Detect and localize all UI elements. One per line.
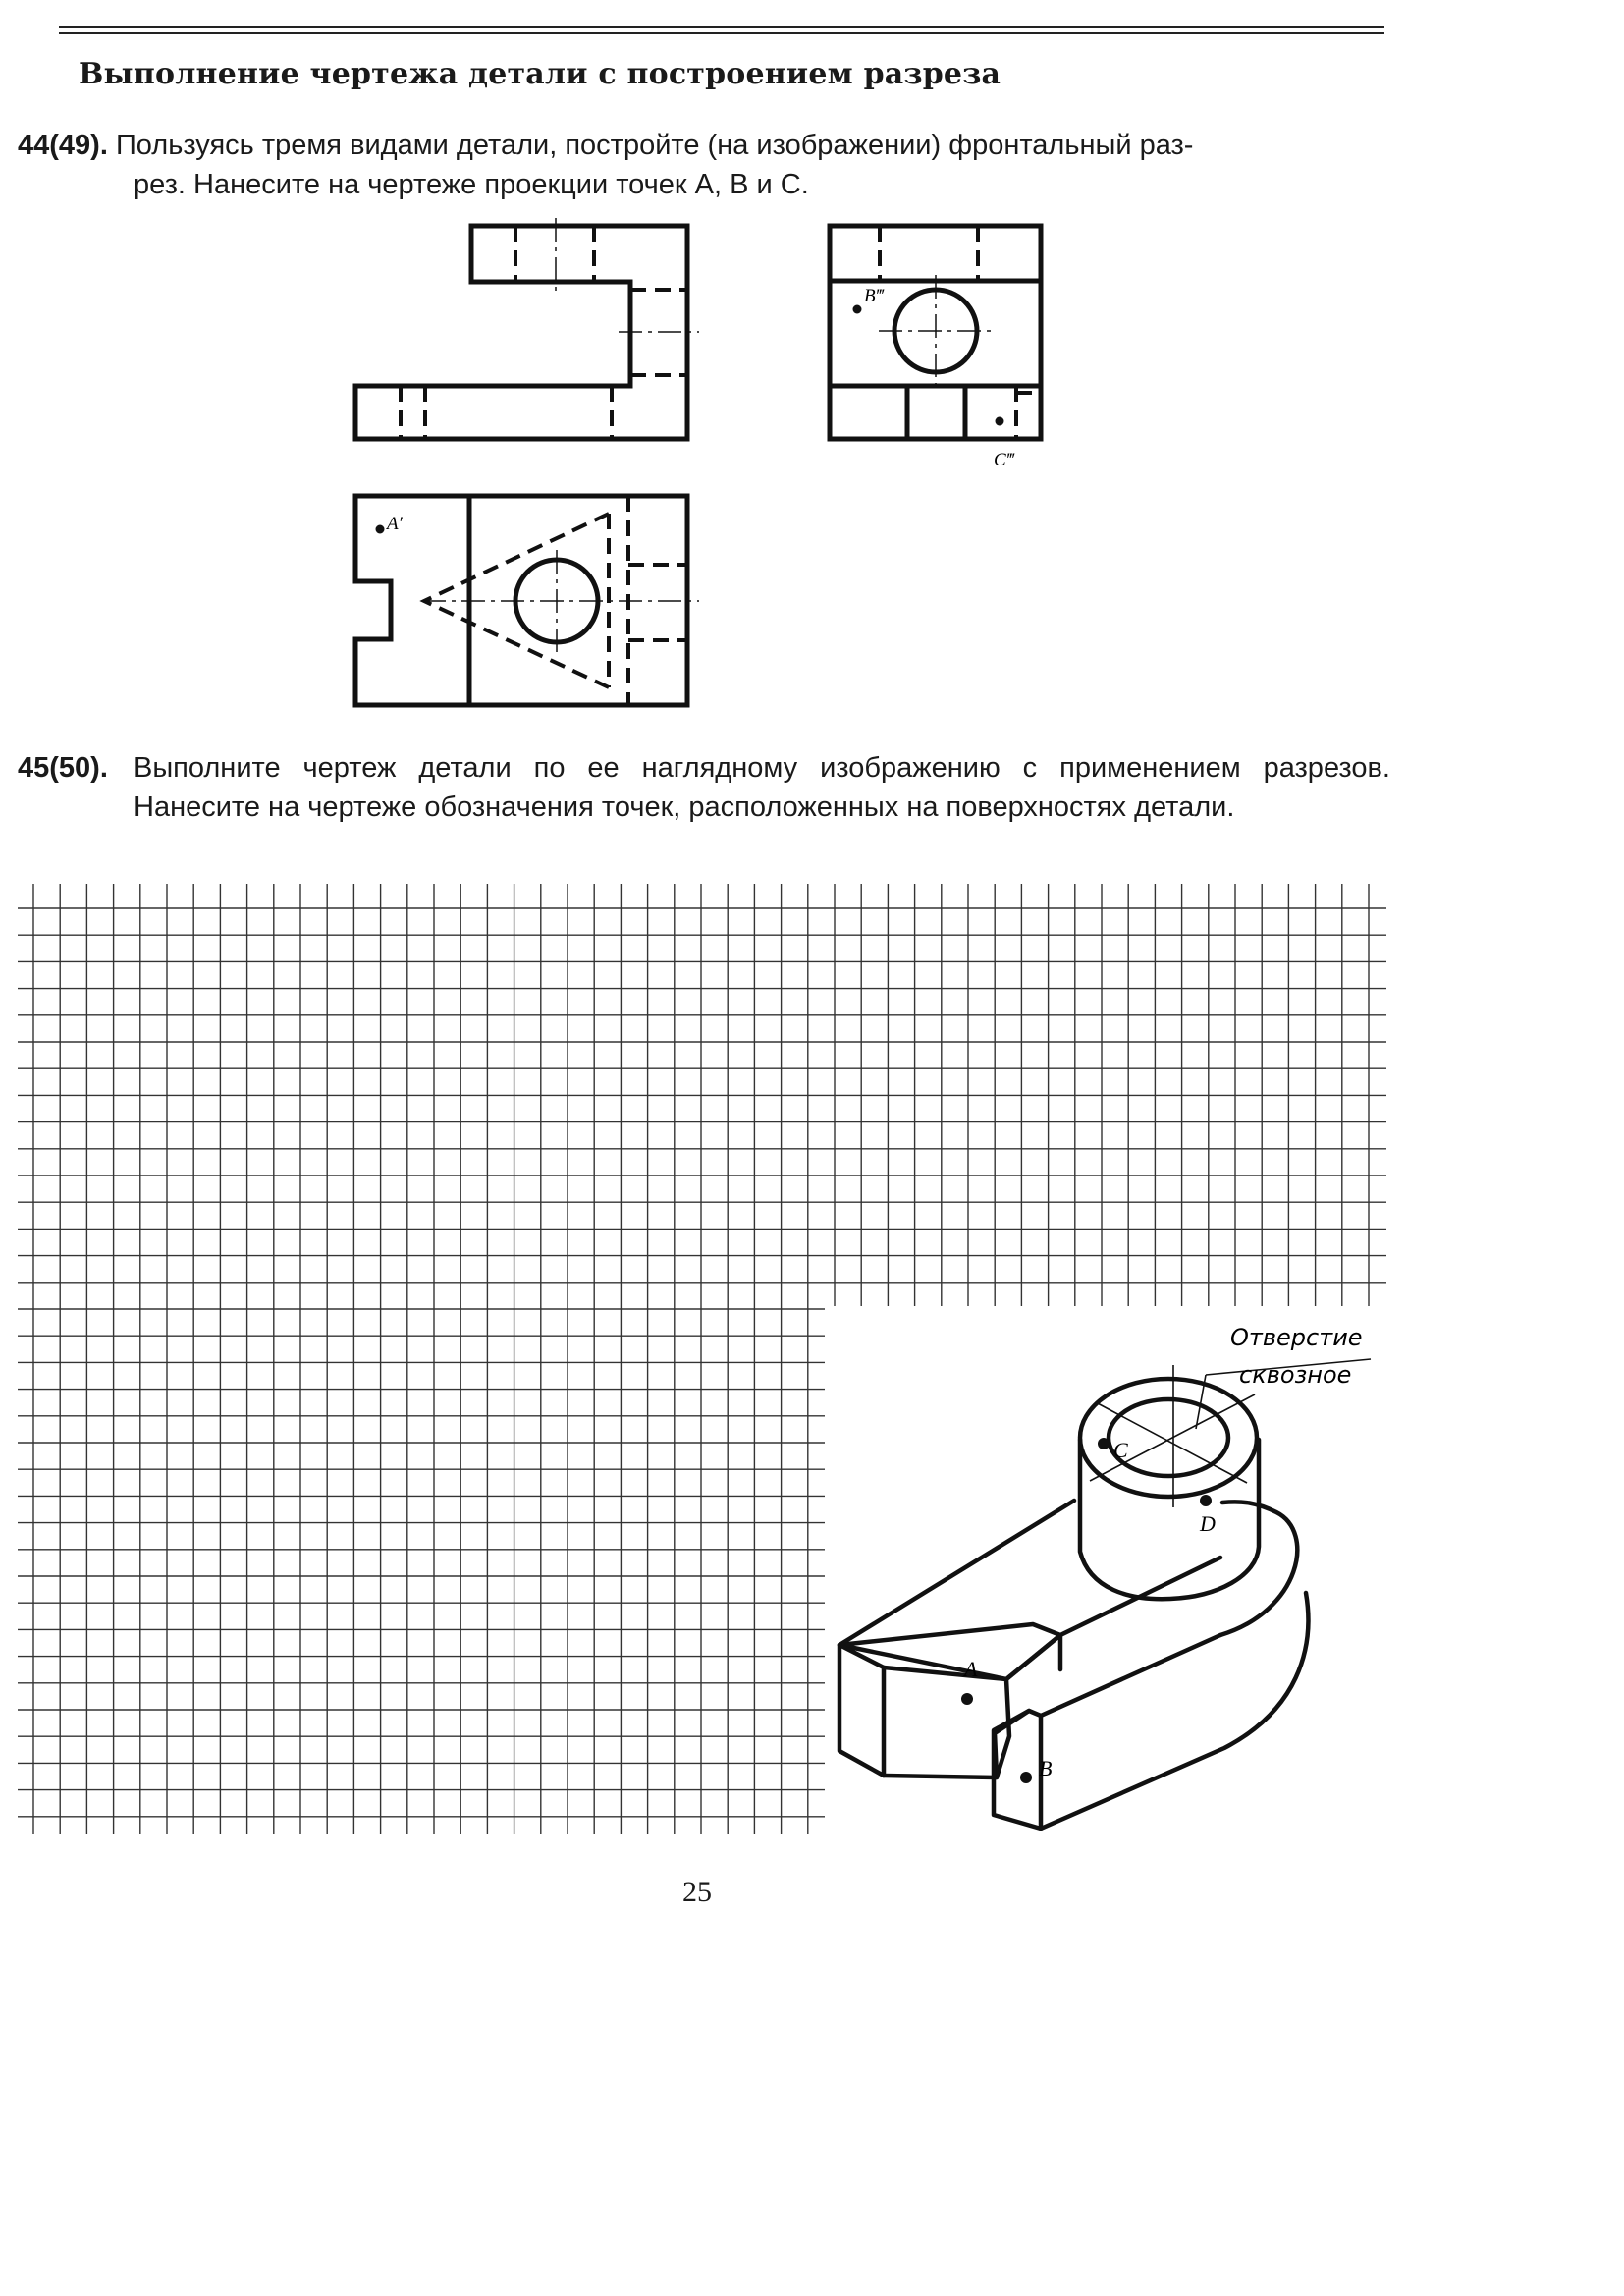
task-44 (18, 126, 1392, 204)
task-44-line2: рез. Нанесите на чертеже проекции точек A, B и C. (134, 169, 809, 200)
label-a-top: A′ (387, 514, 403, 534)
iso-label-d: D (1200, 1511, 1216, 1536)
iso-label-c: C (1113, 1438, 1128, 1462)
iso-point-d (1200, 1495, 1212, 1506)
task-44-line1: Пользуясь тремя видами детали, постройте (на изображении) фронтальный раз- (115, 130, 1194, 161)
point-a-top (376, 525, 385, 534)
note-line1: Отверстие (1230, 1324, 1363, 1351)
task-45-text: Выполните чертеж детали по ее наглядному изображению с применением разрезов. Нанесите на чертеже обозначения точек, расположенных на поверхностях детали. (134, 752, 1390, 823)
header-rule-top (59, 26, 1384, 28)
page-number: 25 (682, 1876, 712, 1908)
page-title: Выполнение чертежа детали с построением разреза (79, 57, 1001, 91)
note-line2: сквозное (1239, 1361, 1352, 1389)
task-45-number: 45(50). (18, 752, 108, 784)
task-45 (18, 748, 1392, 823)
label-c-side: C‴ (994, 450, 1014, 470)
task-44-number: 44(49). (18, 130, 108, 161)
isometric-part-drawing (825, 1306, 1394, 1856)
label-b-side: B‴ (864, 286, 884, 306)
iso-point-a (961, 1693, 973, 1705)
header-rule-bottom (59, 32, 1384, 34)
iso-label-a: A (964, 1657, 978, 1681)
three-views-drawing (334, 216, 1080, 727)
point-b-side (853, 305, 862, 314)
iso-point-c (1098, 1438, 1110, 1449)
point-c-side (996, 417, 1004, 426)
iso-point-b (1020, 1772, 1032, 1783)
iso-label-b: B (1039, 1756, 1053, 1780)
